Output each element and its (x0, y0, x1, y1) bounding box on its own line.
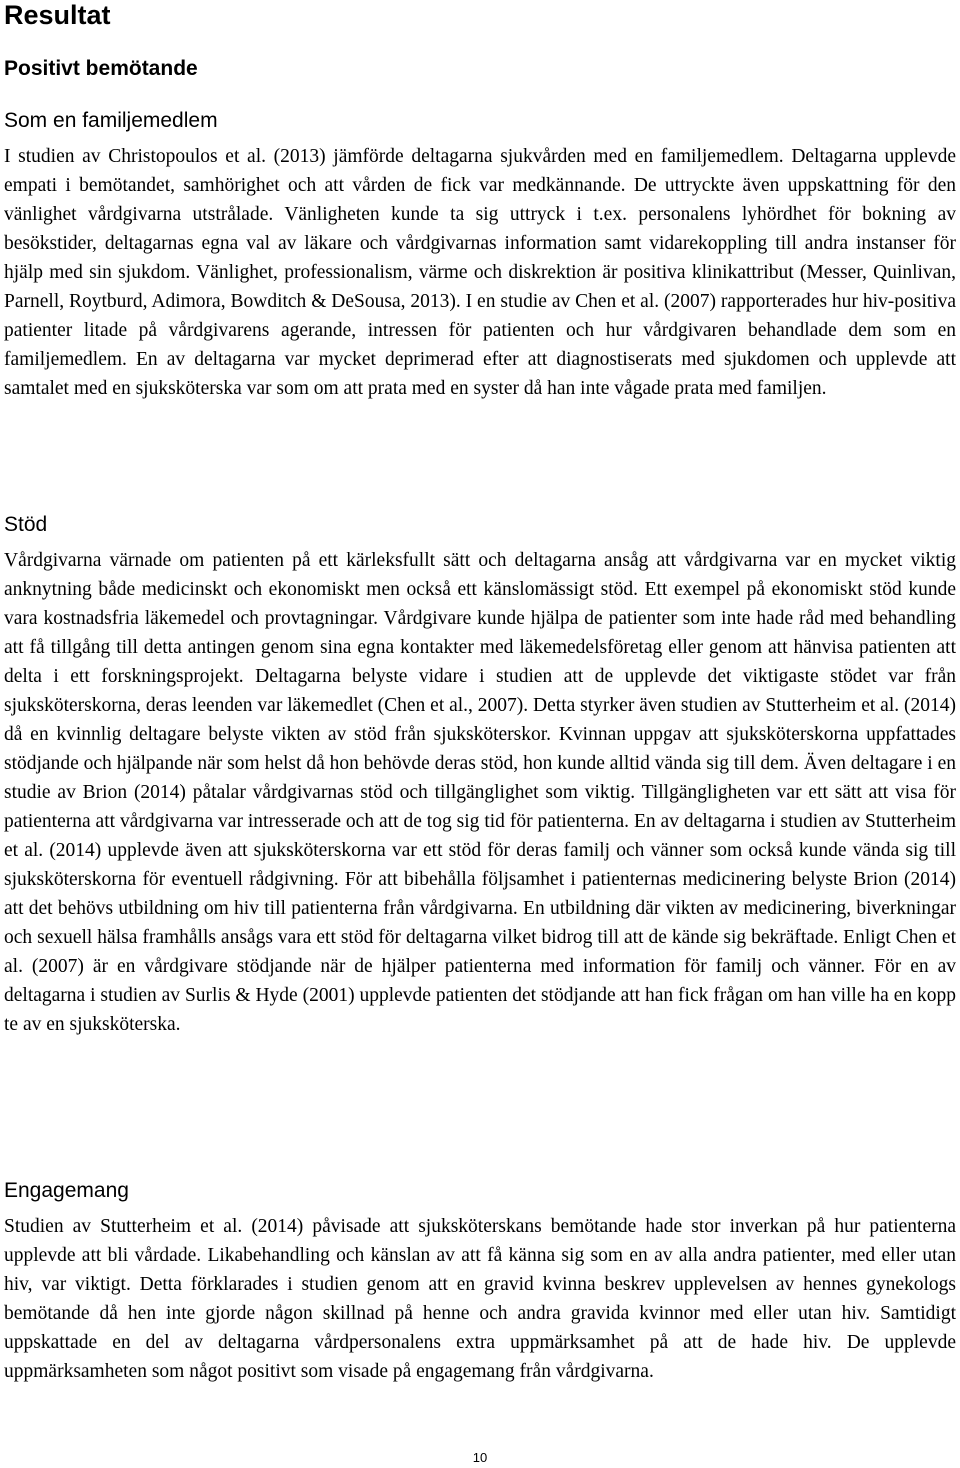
section-heading: Positivt bemötande (4, 57, 198, 80)
paragraph-familjemedlem: I studien av Christopoulos et al. (2013) jämförde deltagarna sjukvården med en familjemedlem. Deltagarna upplevde empati i bemötandet, samhörighet och att vården de fick var medkännande. De uttryckte även uppskattning för den vänlighet vårdgivarna utstrålade. Vänligheten kunde ta sig uttryck i t.ex. personalens lyhördhet för bokning av besökstider, deltagarnas egna val av läkare och vårdgivarnas information samt vidarekoppling till andra instanser för hjälp med sin sjukdom. Vänlighet, professionalism, värme och diskrektion är positiva klinikattribut (Messer, Quinlivan, Parnell, Roytburd, Adimora, Bowditch & DeSousa, 2013). I en studie av Chen et al. (2007) rapporterades hur hiv-positiva patienter litade på vårdgivarens agerande, intressen för patienten och hur vårdgivaren behandlade dem som en familjemedlem. En av deltagarna var mycket deprimerad efter att diagnostiserats med sjukdomen och upplevde att samtalet med en sjuksköterska var som om att prata med en syster då han inte vågade prata med familjen. (4, 146, 956, 399)
subsection-title-engagemang: Engagemang (4, 1179, 129, 1202)
paragraph-engagemang: Studien av Stutterheim et al. (2014) påvisade att sjuksköterskans bemötande hade stor inverkan på hur patienterna upplevde att bli vårdade. Likabehandling och känslan av att få känna sig som en av alla andra patienter, med eller utan hiv, var viktigt. Detta förklarades i studien genom att en gravid kvinna beskrev upplevelsen av hennes gynekologs bemötande då hen inte gjorde någon skillnad på henne och andra gravida kvinnor med eller utan hiv. Samtidigt uppskattade en del av deltagarna vårdpersonalens extra uppmärksamhet på att de hade hiv. De upplevde uppmärksamheten som något positivt som visade på engagemang från vårdgivarna. (4, 1216, 956, 1382)
page-number: 10 (472, 1450, 488, 1465)
subsection-title-familjemedlem: Som en familjemedlem (4, 109, 218, 132)
paragraph-stod: Vårdgivarna värnade om patienten på ett kärleksfullt sätt och deltagarna ansåg att vårdgivarna var en mycket viktig anknytning både medicinskt och ekonomiskt men också ett känslomässigt stöd. Ett exempel på ekonomiskt stöd kunde vara kostnadsfria läkemedel och provtagningar. Vårdgivare kunde hjälpa de patienter som inte hade råd med behandling att få tillgång till detta antingen genom sina egna kontakter med läkemedelsföretag eller genom att hänvisa patienten att delta i ett forskningsprojekt. Deltagarna belyste vidare i studien att de upplevde det viktigaste stödet var från sjuksköterskorna, deras leenden var läkemedlet (Chen et al., 2007). Detta styrker även studien av Stutterheim et al. (2014) då en kvinnlig deltagare belyste vikten av stöd från sjuksköterskor. Kvinnan uppgav att sjuksköterskorna uppfattades stödjande och hjälpande när som helst då hon behövde deras stöd, hon kunde alltid vända sig till dem. Även deltagare i en studie av Brion (2014) påtalar vårdgivarnas stöd och tillgänglighet som viktig. Tillgängligheten var ett sätt att visa för patienterna att vårdgivarna var intresserade och att de tog sig tid för patienterna. En av deltagarna i studien av Stutterheim et al. (2014) upplevde även att sjuksköterskorna var ett stöd för deras familj och vänner som också kunde vända sig till sjuksköterskorna för eventuell rådgivning. För att bibehålla följsamhet i patienternas medicinering belyste Brion (2014) att det behövs utbildning om hiv till patienterna från vårdgivarna. En utbildning där vikten av medicinering, biverkningar och sexuell hälsa framhålls ansågs vara ett stöd för deltagarna vilket bidrog till att de kände sig bekräftade. Enligt Chen et al. (2007) är en vårdgivare stödjande när de hjälper patienterna med information för familj och vänner. För en av deltagarna i studien av Surlis & Hyde (2001) upplevde patienten det stödjande att han fick frågan om han ville ha en kopp te av en sjuksköterska. (4, 550, 956, 1035)
subsection-title-stod: Stöd (4, 513, 48, 536)
page-heading: Resultat (4, 0, 111, 30)
